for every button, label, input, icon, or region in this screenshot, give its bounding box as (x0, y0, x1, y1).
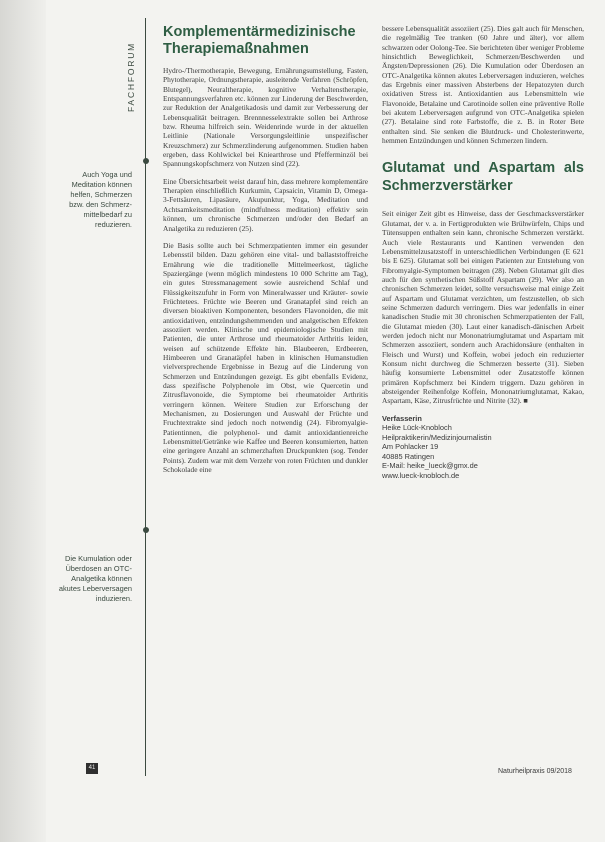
section-label: FACHFORUM (126, 41, 136, 112)
margin-rule (145, 18, 146, 776)
paragraph: Hydro-/Thermotherapie, Bewegung, Ernährungsumstellung, Fasten, Phytotherapie, Ordnungstherapie, ausleitende Verfahren (Schröpfen, Blutegel), Neuraltherapie, kognitive Verhaltenstherapie, Entspannungsverfahren etc. können zur Linderung der Beschwerden, zur Reduktion der Analgetikadosis und damit zur Verbesserung der Lebensqualität beitragen. Brennnesselextrakte sollen bei Arthrose bzw. Rheuma hilfreich sein. Weidenrinde wurde in der aktuellen Leitlinie (Nationale Versorgungsleitlinie unspezifischer Kreuzschmerz) zur Schmerzlinderung aufgenommen. Studien haben ergeben, dass Kohlwickel bei Kniearthrose und Pfefferminzöl bei Spannungskopfschmerz von Nutzen sind (22). (163, 66, 368, 169)
paragraph: Eine Übersichtsarbeit weist darauf hin, dass mehrere komplementäre Therapien einschließlich Kurkumin, Capsaicin, Vitamin D, Omega-3-Fettsäuren, Lipasäure, Akupunktur, Yoga, Meditation und Achtsamkeitsmeditation (mindfulness meditation) effektiv sein können, um chronische Schmerzen und/oder den Bedarf an Analgetika zu reduzieren (25). (163, 176, 368, 233)
margin-note-dot (143, 158, 149, 164)
heading-komplementaer: Komplementärmedizinische Therapiemaßnahmen (163, 24, 356, 57)
footer-issue: Naturheilpraxis 09/2018 (498, 768, 572, 775)
page-edge-shadow (0, 0, 46, 842)
author-website[interactable]: www.lueck-knobloch.de (382, 471, 460, 480)
author-title: Verfasserin (382, 413, 422, 423)
margin-note-dot (143, 527, 149, 533)
paragraph: bessere Lebensqualität assoziiert (25). Dies galt auch für Menschen, die regelmäßig Tee tranken (60 Jahre und älter), vor allem schwarzen oder Oolong-Tee. Sie berichteten über weniger Probleme hinsichtlich Beweglichkeit, Schmerzen/Beschwerden und Ängsten/Depressionen (26). Die Kumulation oder Überdosen an OTC-Analgetika können akutes Leberversagen induzieren, welches das Ergebnis einer massiven Absterbens der Hepatozyten durch oxidativen Stress ist. Antioxidantien aus Lebensmitteln wie Flavonoide, Betalaine und Carotinoide sollen eine präventive Rolle bei akutem Leberversagen aufgrund von OTC-Analgetika spielen (27). Betalaine sind rote Farbstoffe, die z. B. in Roter Bete enthalten sind. Sie senken die Blutdruck- und Cholesterinwerte, hemmen Entzündungen und können Schmerzen lindern. (382, 24, 584, 146)
margin-note-otc: Die Kumulation oder Überdosen an OTC-Analgetika können akutes Leberversagen induzieren. (58, 554, 132, 603)
paragraph: Die Basis sollte auch bei Schmerzpatienten immer ein gesunder Lebensstil bilden. Dazu gehören eine vital- und ballaststoffreiche Ernährung wie die traditionelle Mittelmeerkost, tägliche Spaziergänge (wenn möglich mindestens 10 000 Schritte am Tag), ein gutes Stressmanagement sowie ausreichend Schlaf und Flüssigkeitszufuhr in Form von Mineralwasser und Kräuter- sowie Früchtetees. Früchte wie Beeren und Granatapfel sind reich an diversen bioaktiven Komponenten, besonders Flavonoiden, die mit antioxidativen, entzündungshemmenden und analgetischen Effekten assoziiert werden. Klinische und epidemiologische Studien mit Patienten, die unter Arthrose und rheumatoider Arthritis leiden, weisen auf schützende Effekte hin. Blaubeeren, Erdbeeren, Himbeeren und Granatäpfel haben in klinischen Humanstudien vielversprechende Ergebnisse in Bezug auf die Linderung von Schmerzen und Entzündungen gezeigt. Es gibt ebenfalls Evidenz, dass spezifische Polyphenole im Obst, wie Quercetin und Zitrusflavonoide, die Symptome bei rheumatoider Arthritis verringern können. Weitere Studien zur Erforschung der Mechanismen, zu Dosierungen und Auswahl der Früchte und Fruchtextrakte sind jedoch noch notwendig (24). Fibromyalgie-Patientinnen, die polyphenol- und damit antioxidantienreiche Lebensmittel/Getränke wie Kaffee und Beeren konsumierten, hatten eine geringere Anzahl an schmerzhaften Druckpunkten (sog. Tender Points). Zudem war mit dem Verzehr von roten Früchten und dunkler Schokolade eine (163, 240, 368, 475)
heading-glutamat: Glutamat und Aspartam als Schmerzverstärker (382, 160, 584, 195)
author-role: Heilpraktikerin/Medizinjournalistin (382, 432, 492, 442)
paragraph: Seit einiger Zeit gibt es Hinweise, dass der Geschmacksverstärker Glutamat, der v. a. in Fertigprodukten wie Brühwürfeln, Chips und Tütensuppen enthalten sein kann, chronische Schmerzen verstärkt. Auch viele Restaurants und Kantinen verwenden den Lebensmittelzusatzstoff in unterschiedlichen Verbindungen (E 621 bis E 625). Glutamat soll bei einigen Patienten zur Entstehung von Fibromyalgie-Symptomen beitragen (28). Neben Glutamat gilt dies auch für den synthetischen Süßstoff Aspartam (29). Wer also an chronischen Schmerzen leidet, sollte versuchsweise mal einige Zeit auf Aspartam und Glutamat verzichten, um festzustellen, ob sich seine Schmerzen dadurch verringern. Dies war jedenfalls in einer kanadischen Studie mit 30 chronischen Schmerzpatienten der Fall, die Glutamat mieden (30). Laut einer kanadisch-dänischen Arbeit werden jedoch nicht nur Mononatriumglutamat und Aspartam mit Schmerzen assoziiert, sondern auch Arachidonsäure (enthalten in Fleisch und Wurst) und Koffein, wobei jedoch ein reduzierter Konsum nicht durchweg die Schmerzen besserte (31). Sieben häufig konsumierte Lebensmittel oder Zusatzstoffe können primären Kopfschmerz bei Kindern triggern. Dazu gehören in absteigender Reihenfolge Koffein, Mononatriumglutamat, Kakao, Aspartam, Käse, Zitrusfrüchte und Nitrite (32). ■ (382, 209, 584, 406)
author-email[interactable]: E-Mail: heike_lueck@gmx.de (382, 461, 478, 471)
author-name: Heike Lück-Knobloch (382, 423, 452, 433)
page-number: 41 (86, 763, 98, 774)
author-city: 40885 Ratingen (382, 451, 435, 461)
margin-note-yoga: Auch Yoga und Meditation können helfen, Schmerzen bzw. den Schmerz-mittelbedarf zu reduzieren. (69, 170, 132, 229)
author-street: Am Pohlacker 19 (382, 442, 439, 452)
column-right (382, 24, 584, 760)
author-box (382, 414, 584, 481)
column-left (163, 24, 368, 766)
